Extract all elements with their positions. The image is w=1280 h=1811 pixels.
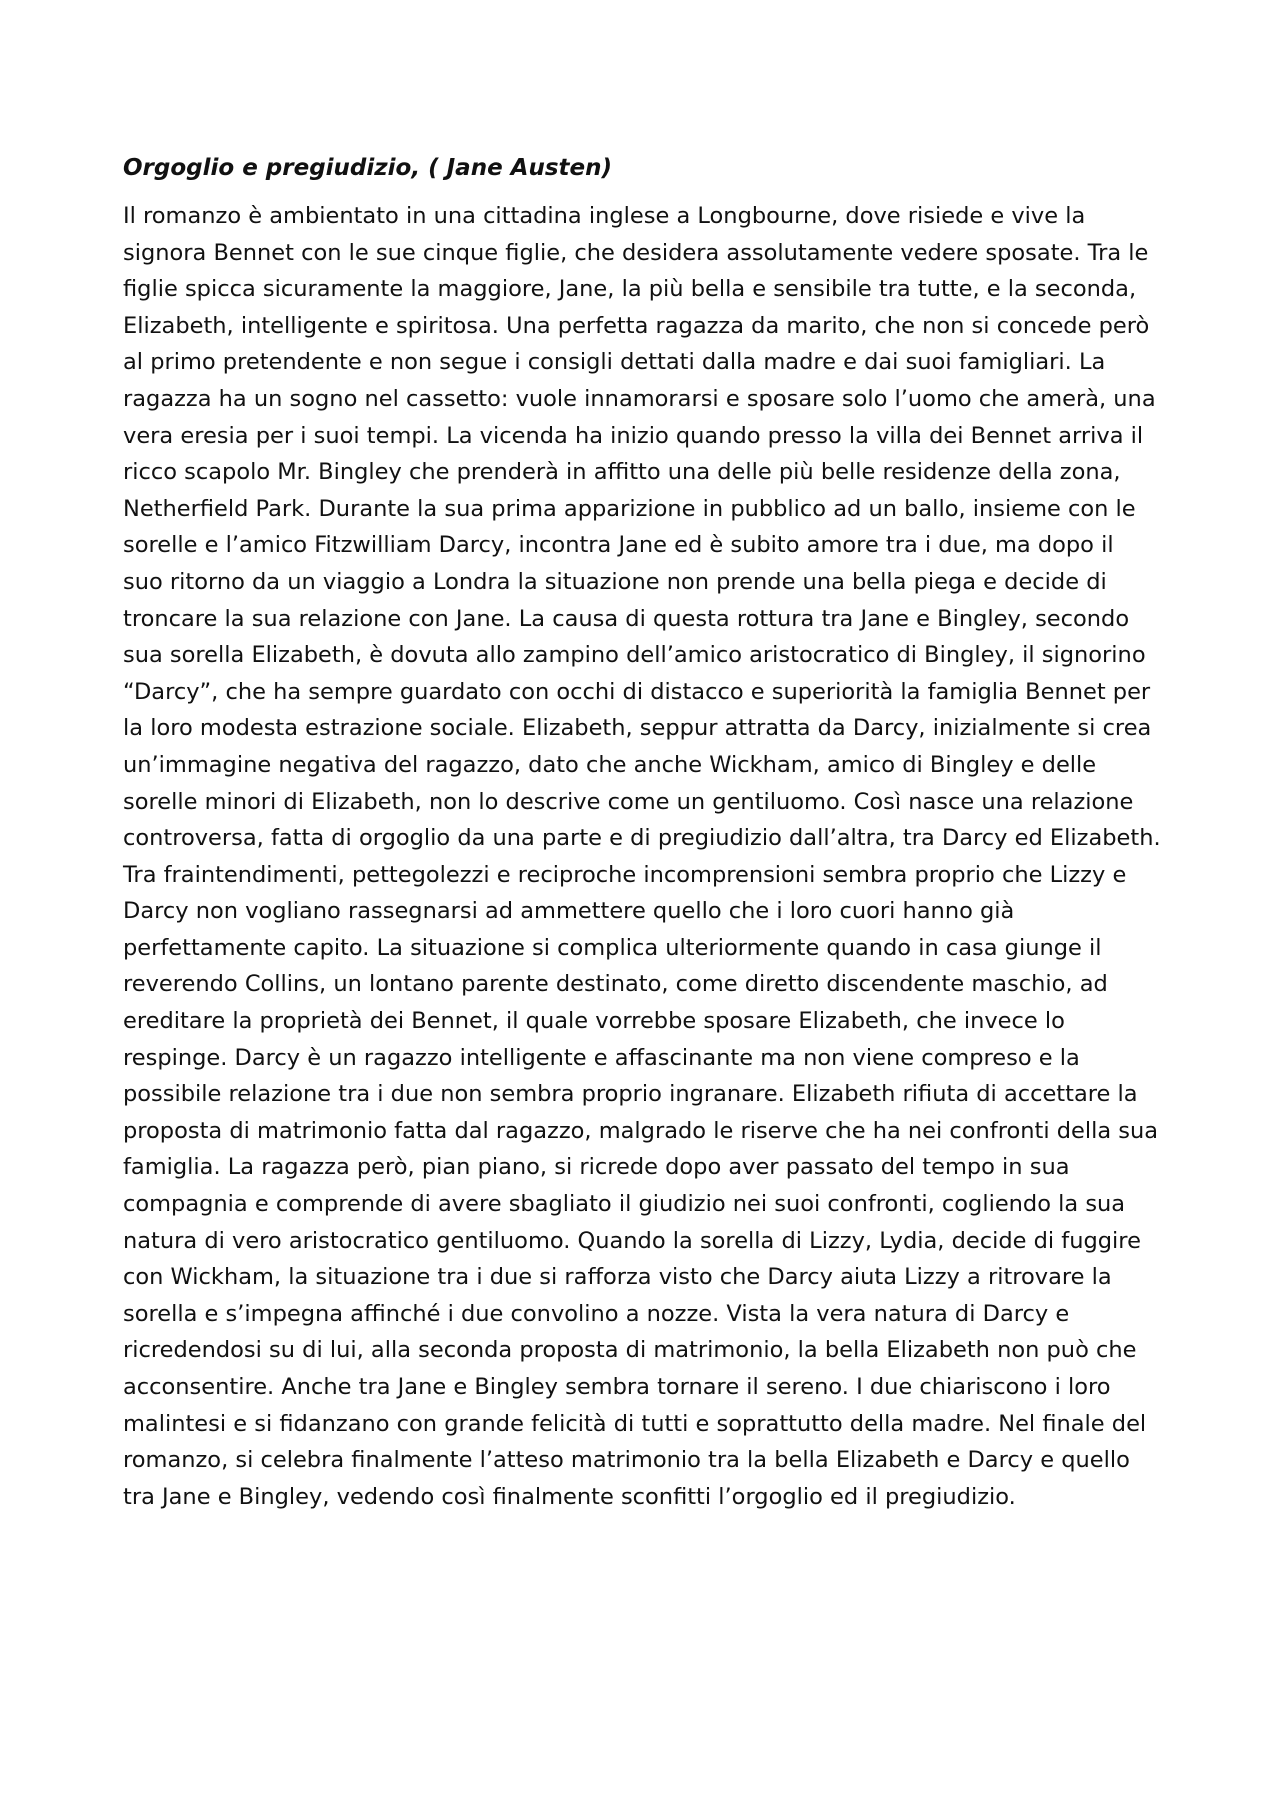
body-line: sorella e s’impegna affinché i due convolino a nozze. Vista la vera natura di Darcy e (123, 1300, 1070, 1327)
body-line: reverendo Collins, un lontano parente destinato, come diretto discendente maschio, ad (123, 971, 1108, 998)
body-line: Elizabeth, intelligente e spiritosa. Una perfetta ragazza da marito, che non si concede però (123, 312, 1150, 339)
body-line: ragazza ha un sogno nel cassetto: vuole innamorarsi e sposare solo l’uomo che amerà, una (123, 385, 1156, 412)
body-line: ricredendosi su di lui, alla seconda proposta di matrimonio, la bella Elizabeth non può che (123, 1337, 1137, 1364)
body-line: controversa, fatta di orgoglio da una parte e di pregiudizio dall’altra, tra Darcy ed Elizabeth. (123, 825, 1161, 852)
document-title: Orgoglio e pregiudizio, ( Jane Austen) (123, 155, 613, 181)
body-line: la loro modesta estrazione sociale. Elizabeth, seppur attratta da Darcy, inizialmente si crea (123, 715, 1152, 742)
body-line: natura di vero aristocratico gentiluomo. Quando la sorella di Lizzy, Lydia, decide di fuggire (123, 1227, 1141, 1254)
body-line: sorelle e l’amico Fitzwilliam Darcy, incontra Jane ed è subito amore tra i due, ma dopo il (123, 532, 1114, 559)
body-line: ereditare la proprietà dei Bennet, il quale vorrebbe sposare Elizabeth, che invece lo (123, 1008, 1065, 1035)
body-line: signora Bennet con le sue cinque figlie, che desidera assolutamente vedere sposate. Tra le (123, 239, 1149, 266)
body-line: sorelle minori di Elizabeth, non lo descrive come un gentiluomo. Così nasce una relazione (123, 788, 1134, 815)
body-line: malintesi e si fidanzano con grande felicità di tutti e soprattutto della madre. Nel finale del (123, 1410, 1147, 1437)
body-line: proposta di matrimonio fatta dal ragazzo, malgrado le riserve che ha nei confronti della sua (123, 1117, 1159, 1144)
body-line: figlie spicca sicuramente la maggiore, Jane, la più bella e sensibile tra tutte, e la seconda, (123, 276, 1137, 303)
body-line: un’immagine negativa del ragazzo, dato che anche Wickham, amico di Bingley e delle (123, 751, 1097, 778)
body-line: respinge. Darcy è un ragazzo intelligente e affascinante ma non viene compreso e la (123, 1044, 1080, 1071)
body-line: vera eresia per i suoi tempi. La vicenda ha inizio quando presso la villa dei Bennet arriva il (123, 422, 1144, 449)
body-line: perfettamente capito. La situazione si complica ulteriormente quando in casa giunge il (123, 934, 1102, 961)
body-line: suo ritorno da un viaggio a Londra la situazione non prende una bella piega e decide di (123, 568, 1107, 595)
body-line: compagnia e comprende di avere sbagliato il giudizio nei suoi confronti, cogliendo la sua (123, 1191, 1126, 1218)
body-line: possibile relazione tra i due non sembra proprio ingranare. Elizabeth rifiuta di accettare la (123, 1081, 1138, 1108)
body-line: Darcy non vogliano rassegnarsi ad ammettere quello che i loro cuori hanno già (123, 898, 1015, 925)
body-line: al primo pretendente e non segue i consigli dettati dalla madre e dai suoi famigliari. La (123, 349, 1106, 376)
body-line: tra Jane e Bingley, vedendo così finalmente sconfitti l’orgoglio ed il pregiudizio. (123, 1483, 1016, 1510)
document-page (123, 150, 1173, 1515)
body-line: con Wickham, la situazione tra i due si rafforza visto che Darcy aiuta Lizzy a ritrovare la (123, 1264, 1112, 1291)
body-line: Tra fraintendimenti, pettegolezzi e reciproche incomprensioni sembra proprio che Lizzy e (123, 861, 1127, 888)
body-line: Netherfield Park. Durante la sua prima apparizione in pubblico ad un ballo, insieme con le (123, 495, 1136, 522)
body-line: ricco scapolo Mr. Bingley che prenderà in affitto una delle più belle residenze della zona, (123, 459, 1121, 486)
body-line: “Darcy”, che ha sempre guardato con occhi di distacco e superiorità la famiglia Bennet per (123, 678, 1151, 705)
body-line: romanzo, si celebra finalmente l’atteso matrimonio tra la bella Elizabeth e Darcy e quello (123, 1447, 1130, 1474)
body-line: Il romanzo è ambientato in una cittadina inglese a Longbourne, dove risiede e vive la (123, 203, 1086, 229)
body-line: acconsentire. Anche tra Jane e Bingley sembra tornare il sereno. I due chiariscono i loro (123, 1374, 1111, 1400)
document-body (123, 198, 1173, 1515)
body-line: famiglia. La ragazza però, pian piano, si ricrede dopo aver passato del tempo in sua (123, 1154, 1070, 1181)
body-line: troncare la sua relazione con Jane. La causa di questa rottura tra Jane e Bingley, secondo (123, 605, 1130, 632)
body-line: sua sorella Elizabeth, è dovuta allo zampino dell’amico aristocratico di Bingley, il signorino (123, 642, 1146, 669)
